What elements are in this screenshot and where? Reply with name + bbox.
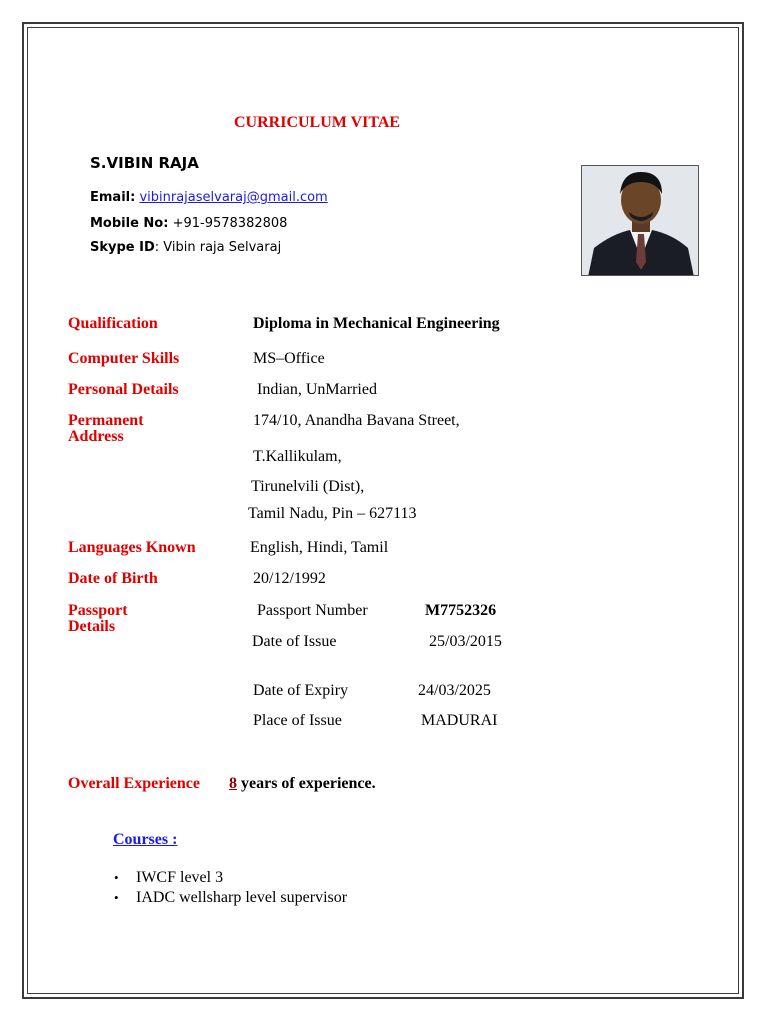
experience-value <box>229 775 376 793</box>
skype-value: : Vibin raja Selvaraj <box>154 240 282 255</box>
address-line2: T.Kallikulam, <box>253 448 342 465</box>
languages-label: Languages Known <box>68 539 196 556</box>
address-label-line2: Address <box>68 428 124 445</box>
mobile-value: +91-9578382808 <box>168 216 288 231</box>
experience-label: Overall Experience <box>68 775 200 792</box>
experience-suffix: years of experience. <box>237 775 376 792</box>
address-line4: Tamil Nadu, Pin – 627113 <box>248 505 417 522</box>
email-link[interactable]: vibinrajaselvaraj@gmail.com <box>139 190 328 205</box>
address-label-line1: Permanent <box>68 412 144 429</box>
courses-list <box>108 869 347 909</box>
passport-issue-value: 25/03/2015 <box>429 633 502 650</box>
passport-label-line2: Details <box>68 618 116 635</box>
dob-value: 20/12/1992 <box>253 570 326 587</box>
passport-number-label: Passport Number <box>257 602 368 619</box>
mobile-label: Mobile No: <box>90 216 169 231</box>
dob-label: Date of Birth <box>68 570 158 587</box>
profile-photo <box>581 165 699 276</box>
address-line1: 174/10, Anandha Bavana Street, <box>253 412 460 429</box>
passport-place-value: MADURAI <box>421 712 498 729</box>
address-line3: Tirunelvili (Dist), <box>251 478 365 495</box>
passport-number-value: M7752326 <box>425 602 497 619</box>
document-title: CURRICULUM VITAE <box>234 114 401 131</box>
languages-value: English, Hindi, Tamil <box>250 539 389 556</box>
passport-label-line1: Passport <box>68 602 128 619</box>
passport-expiry-label: Date of Expiry <box>253 682 349 699</box>
experience-years: 8 <box>229 775 237 792</box>
skype-label: Skype ID <box>90 240 155 255</box>
course-item: • IADC wellsharp level supervisor <box>136 889 347 907</box>
qualification-value: Diploma in Mechanical Engineering <box>253 315 500 332</box>
passport-expiry-value: 24/03/2025 <box>418 682 491 699</box>
computer-skills-value: MS–Office <box>253 350 325 367</box>
computer-skills-label: Computer Skills <box>68 350 180 367</box>
passport-issue-label: Date of Issue <box>252 633 337 650</box>
candidate-name: S.VIBIN RAJA <box>90 154 199 172</box>
email-label: Email: <box>90 190 136 205</box>
email-row <box>90 190 328 205</box>
personal-details-label: Personal Details <box>68 381 179 398</box>
personal-details-value: Indian, UnMarried <box>257 381 377 398</box>
qualification-label: Qualification <box>68 315 158 332</box>
mobile-row <box>90 216 287 231</box>
passport-place-label: Place of Issue <box>253 712 342 729</box>
courses-heading: Courses : <box>113 831 178 848</box>
course-item: • IWCF level 3 <box>136 869 347 887</box>
skype-row <box>90 240 281 255</box>
